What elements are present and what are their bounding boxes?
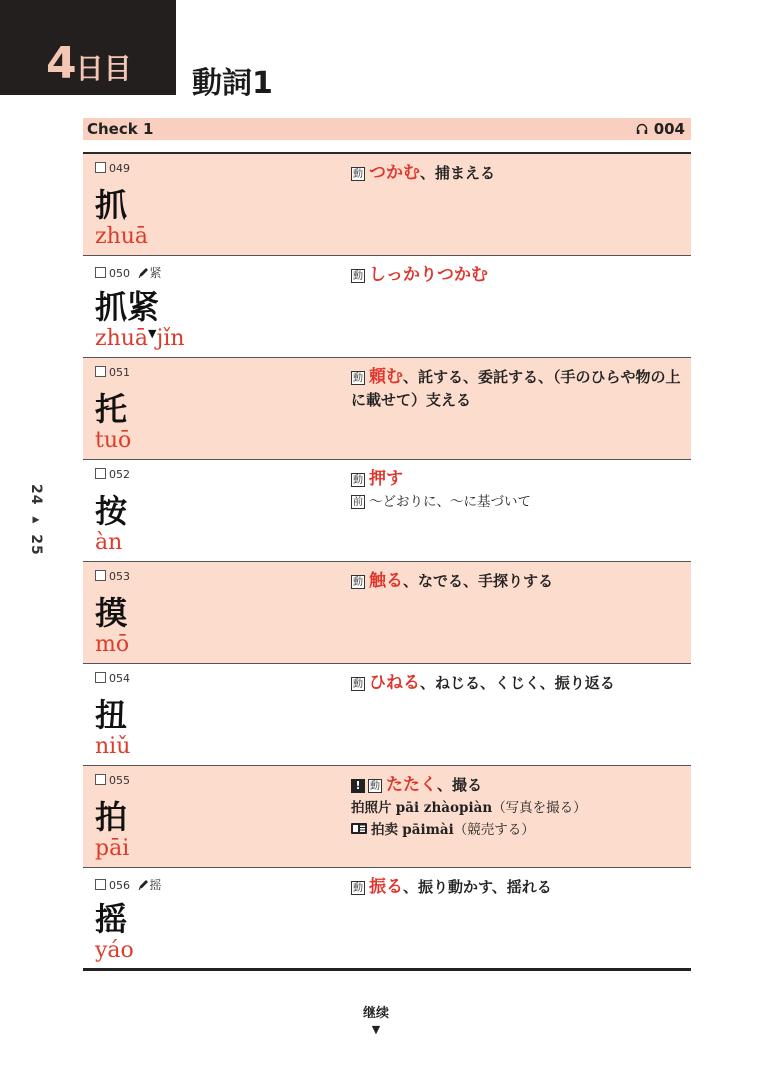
hanzi: 摇 xyxy=(95,900,128,938)
hanzi: 抓紧 xyxy=(95,288,160,326)
meaning-highlight: たたく xyxy=(386,775,437,795)
arrow-down-icon: ▼ xyxy=(371,1023,381,1036)
entry-number-row xyxy=(95,774,130,787)
hanzi: 拍 xyxy=(95,798,128,836)
pinyin: yáo xyxy=(95,938,134,963)
entry-checkbox[interactable] xyxy=(95,570,106,581)
meaning-highlight: 頼む xyxy=(369,367,403,387)
entry-number-row xyxy=(95,162,130,175)
check-bar xyxy=(83,118,691,140)
entry-checkbox[interactable] xyxy=(95,162,106,173)
pencil-icon xyxy=(137,879,149,891)
meaning xyxy=(351,162,685,185)
pinyin: pāi xyxy=(95,836,130,861)
pos-tag-verb: 動 xyxy=(353,679,363,690)
entry-checkbox[interactable] xyxy=(95,468,106,479)
page-numbers: 24 ▸ 25 xyxy=(28,484,44,556)
tone-change-marker-icon: ▼ xyxy=(148,327,157,340)
related-word-icon xyxy=(351,823,367,834)
day-label xyxy=(46,38,132,89)
entry-checkbox[interactable] xyxy=(95,774,106,785)
pinyin-syllable-1: zhuā xyxy=(95,326,149,351)
pos-tag-verb: 動 xyxy=(353,373,363,384)
example-pinyin: pāi zhàopiàn xyxy=(395,800,493,816)
entry-checkbox[interactable] xyxy=(95,366,106,377)
meaning xyxy=(351,672,685,695)
check-label: Check 1 xyxy=(87,120,154,138)
vocab-list xyxy=(83,152,691,971)
entry-number: 051 xyxy=(109,366,130,379)
meaning-highlight: 触る xyxy=(369,571,403,591)
meaning-highlight: 振る xyxy=(369,877,403,897)
example-hanzi: 拍照片 xyxy=(351,800,392,816)
hanzi: 扭 xyxy=(95,696,128,734)
example-translation: （写真を撮る） xyxy=(492,800,587,816)
pinyin: niǔ xyxy=(95,734,131,759)
meaning-highlight: ひねる xyxy=(369,673,420,693)
meaning-highlight: つかむ xyxy=(369,163,420,183)
pos-tag-verb: 動 xyxy=(353,883,363,894)
meaning xyxy=(351,774,685,841)
pinyin-syllable-2: jǐn xyxy=(156,326,185,351)
pinyin xyxy=(95,326,185,351)
vocab-entry xyxy=(83,868,691,971)
entry-checkbox[interactable] xyxy=(95,879,106,890)
hanzi: 抓 xyxy=(95,186,128,224)
meaning-highlight: しっかりつかむ xyxy=(369,265,488,285)
secondary-meaning-text: ～どおりに、～に基づいて xyxy=(369,494,531,510)
audio-track[interactable] xyxy=(636,120,685,138)
variant-character: 紧 xyxy=(149,266,162,280)
warning-icon: ! xyxy=(351,779,365,793)
meaning xyxy=(351,264,685,287)
meaning-rest: 、ねじる、くじく、振り返る xyxy=(420,674,615,692)
secondary-meaning xyxy=(351,491,685,513)
vocab-entry xyxy=(83,562,691,664)
entry-number-row xyxy=(95,264,162,281)
pos-tag-verb: 動 xyxy=(353,271,363,282)
entry-number: 050 xyxy=(109,267,130,280)
vocab-entry xyxy=(83,460,691,562)
entry-checkbox[interactable] xyxy=(95,672,106,683)
vocab-entry xyxy=(83,154,691,256)
entry-number-row xyxy=(95,366,130,379)
entry-number: 054 xyxy=(109,672,130,685)
related-pinyin: pāimài xyxy=(402,822,454,838)
meaning-rest: 、振り動かす、揺れる xyxy=(403,878,552,896)
pos-tag-verb: 動 xyxy=(353,577,363,588)
entry-checkbox[interactable] xyxy=(95,267,106,278)
meaning-rest: 、撮る xyxy=(437,776,483,794)
continue-indicator xyxy=(356,1002,396,1036)
pinyin: mō xyxy=(95,632,130,657)
meaning-rest: 、なでる、手探りする xyxy=(403,572,554,590)
entry-number-row xyxy=(95,672,130,685)
meaning-rest: 、託する、委託する、（手のひらや物の上に載せて）支える xyxy=(351,368,681,409)
entry-number-row xyxy=(95,468,130,481)
meaning xyxy=(351,876,685,899)
pencil-icon xyxy=(137,267,149,279)
day-number: 4 xyxy=(46,38,76,89)
entry-number: 049 xyxy=(109,162,130,175)
entry-number: 053 xyxy=(109,570,130,583)
pos-tag-verb: 動 xyxy=(370,781,380,792)
vocab-entry xyxy=(83,664,691,766)
vocab-entry xyxy=(83,358,691,460)
hanzi: 摸 xyxy=(95,594,128,632)
vocab-entry xyxy=(83,766,691,868)
pinyin: zhuā xyxy=(95,224,149,249)
meaning xyxy=(351,570,685,593)
meaning-rest: 、捕まえる xyxy=(420,164,496,182)
pinyin: àn xyxy=(95,530,123,555)
related-translation: （競売する） xyxy=(453,822,535,838)
entry-number-row xyxy=(95,876,162,893)
vocab-entry xyxy=(83,256,691,358)
headphones-icon xyxy=(636,123,648,135)
entry-number: 056 xyxy=(109,879,130,892)
audio-track-number: 004 xyxy=(653,120,685,138)
hanzi: 按 xyxy=(95,492,128,530)
meaning xyxy=(351,468,685,513)
related-hanzi: 拍卖 xyxy=(371,822,398,838)
example-phrase xyxy=(351,797,685,819)
related-word xyxy=(351,819,685,841)
entry-number: 052 xyxy=(109,468,130,481)
meaning xyxy=(351,366,685,412)
pos-tag-preposition: 前 xyxy=(353,497,363,508)
page-title: 動詞1 xyxy=(192,66,273,101)
entry-number: 055 xyxy=(109,774,130,787)
day-badge xyxy=(0,0,176,95)
pos-tag-verb: 動 xyxy=(353,169,363,180)
day-unit: 日目 xyxy=(75,52,132,85)
pos-tag-verb: 動 xyxy=(353,475,363,486)
pinyin: tuō xyxy=(95,428,132,453)
meaning-highlight: 押す xyxy=(369,469,403,489)
hanzi: 托 xyxy=(95,390,128,428)
continue-label: 继续 xyxy=(362,1006,389,1021)
entry-number-row xyxy=(95,570,130,583)
variant-character: 摇 xyxy=(149,878,162,892)
